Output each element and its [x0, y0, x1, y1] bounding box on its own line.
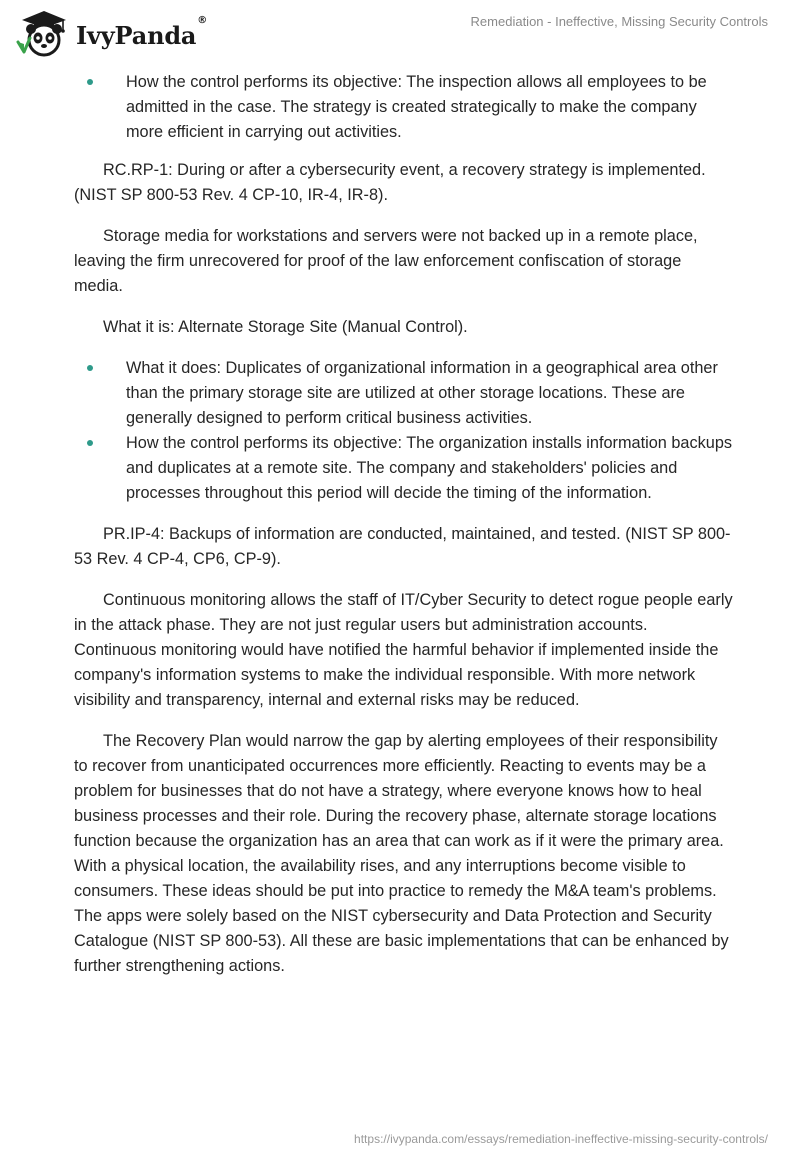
list-item-text: What it does: Duplicates of organizational information in a geographical area other than the primary storage site are utilized at other storage locations. These are generally designed to perform critical business activities. [126, 359, 718, 427]
document-title: Remediation - Ineffective, Missing Security Controls [470, 14, 768, 29]
paragraph: What it is: Alternate Storage Site (Manual Control). [103, 318, 468, 336]
source-url[interactable]: https://ivypanda.com/essays/remediation-ineffective-missing-security-controls/ [354, 1132, 768, 1146]
bullet-list [74, 356, 734, 506]
paragraph: RC.RP-1: During or after a cybersecurity event, a recovery strategy is implemented. (NIST SP 800-53 Rev. 4 CP-10, IR-4, IR-8). [74, 161, 706, 204]
list-item-text: How the control performs its objective: The inspection allows all employees to be admitted in the case. The strategy is created strategically to make the company more efficient in carrying out activities. [126, 73, 707, 141]
bullet-list [74, 70, 734, 145]
registered-mark: ® [197, 14, 208, 26]
page-header [0, 0, 800, 70]
bullet-dot-icon [87, 79, 93, 85]
paragraph: Continuous monitoring allows the staff of IT/Cyber Security to detect rogue people early in the attack phase. They are not just regular users but administration accounts. Continuous monitoring would have notified the harmful behavior if implemented inside the company's information systems to make the individual responsible. With more network visibility and transparency, internal and external risks may be reduced. [74, 591, 733, 709]
bullet-dot-icon [87, 365, 93, 371]
paragraph: The Recovery Plan would narrow the gap by alerting employees of their responsibility to recover from unanticipated occurrences more efficiently. Reacting to events may be a problem for businesses that do not have a strategy, where everyone knows how to heal business processes and their role. During the recovery phase, alternate storage locations function because the organization has an area that can work as if it were the primary area. With a physical location, the availability rises, and any interruptions become visible to consumers. These ideas should be put into practice to remedy the M&A team's problems. The apps were solely based on the NIST cybersecurity and Data Protection and Security Catalogue (NIST SP 800-53). All these are basic implementations that can be enhanced by further strengthening actions. [74, 732, 729, 975]
panda-logo-icon [14, 8, 72, 58]
brand-name: IvyPanda® [76, 14, 208, 50]
brand-logo[interactable] [14, 8, 207, 58]
list-item [74, 431, 734, 506]
essay-content [74, 70, 734, 979]
paragraph: PR.IP-4: Backups of information are conducted, maintained, and tested. (NIST SP 800-53 Rev. 4 CP-4, CP6, CP-9). [74, 525, 731, 568]
list-item [74, 70, 734, 145]
bullet-dot-icon [87, 440, 93, 446]
list-item-text: How the control performs its objective: The organization installs information backups and duplicates at a remote site. The company and stakeholders' policies and processes throughout this period will decide the timing of the information. [126, 434, 733, 502]
paragraph: Storage media for workstations and servers were not backed up in a remote place, leaving the firm unrecovered for proof of the law enforcement confiscation of storage media. [74, 227, 698, 295]
list-item [74, 356, 734, 431]
